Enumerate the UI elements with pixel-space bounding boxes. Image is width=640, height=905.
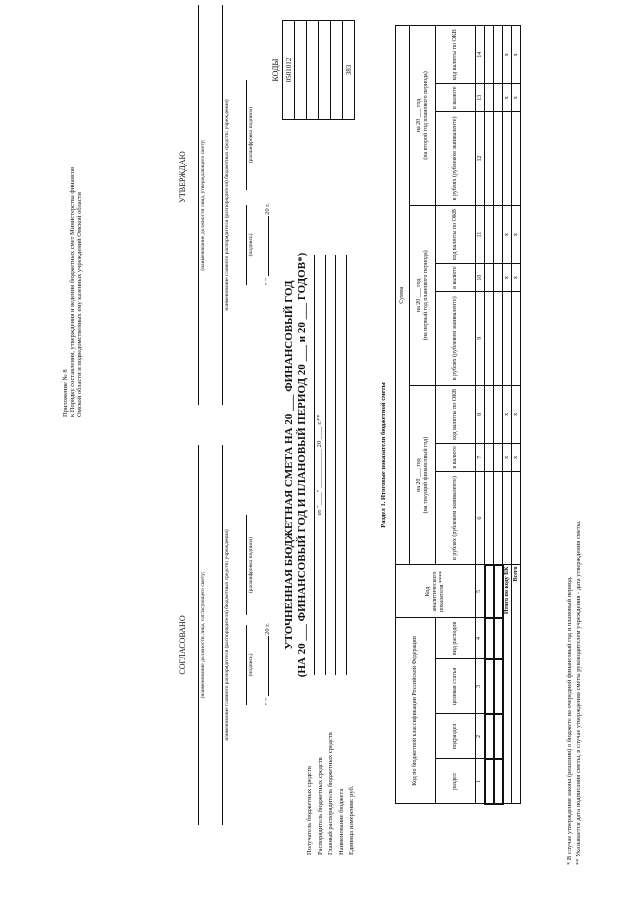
appendix-note — [62, 97, 83, 417]
sub-col: код валюты по ОКВ — [436, 385, 476, 443]
recipient-line — [346, 255, 347, 675]
recipient-line — [335, 255, 336, 675]
table-row — [485, 26, 494, 805]
grand-total-row: Всего x x x x x x — [512, 26, 521, 805]
codes-cell — [295, 21, 307, 120]
title-date: от "____" ____________ 20 ____ г.** — [316, 414, 323, 516]
recipient-label: Единица измерения: руб. — [348, 785, 355, 855]
agree-decode-hint: (расшифровка подписи) — [248, 536, 254, 594]
recipient-block — [305, 555, 358, 855]
sub-col: код валюты по ОКВ — [436, 205, 476, 263]
recipient-label: Главный распорядитель бюджетных средств — [327, 732, 334, 855]
codes-cell — [319, 21, 331, 120]
footnote: ** Указывается дата подписания сметы, в случае утверждения сметы руководителем учреждения - дата утверждения сметы. — [575, 520, 582, 865]
agree-line — [198, 445, 199, 825]
budget-table — [395, 25, 521, 805]
appendix-number: Приложение № 8 — [62, 369, 69, 417]
year-group: на 20 ___ год (на первый год планового периода) — [410, 205, 436, 385]
approve-line — [198, 5, 199, 405]
approve-title: УТВЕРЖДАЮ — [178, 151, 187, 203]
codes-cell — [307, 21, 319, 120]
agree-hint: наименование главного распорядителя (распорядителя) бюджетных средств; учреждения) — [224, 529, 230, 741]
agree-title: СОГЛАСОВАНО — [178, 615, 187, 675]
year-group: на 20 ___ год (на второй год планового периода) — [410, 26, 436, 206]
approve-decode-line — [246, 80, 247, 190]
recipient-label: Получатель бюджетных средств — [306, 766, 313, 855]
agree-hint: (наименование должности лица, согласующего смету; — [200, 571, 206, 699]
sub-col: в рублях (рублевом эквиваленте) — [436, 291, 476, 385]
codes-table — [268, 20, 355, 120]
sub-col: в валюте — [436, 444, 476, 472]
recipient-label: Наименование бюджета — [337, 788, 345, 855]
title-line: (НА 20 ___ ФИНАНСОВЫЙ ГОД И ПЛАНОВЫЙ ПЕРИОД 20 ___ и 20 ___ ГОДОВ*) — [296, 252, 308, 678]
agree-sign-line — [246, 625, 247, 705]
sub-col: в валюте — [436, 264, 476, 292]
kbk-col: целевая статья — [436, 659, 476, 714]
agree-sign-hint: (подпись) — [248, 653, 254, 677]
sum-header: Сумма — [396, 26, 410, 566]
title-line: УТОЧНЕННАЯ БЮДЖЕТНАЯ СМЕТА НА 20 ___ ФИНАНСОВЫЙ ГОД — [283, 280, 295, 650]
sub-col: код валюты по ОКВ — [436, 26, 476, 84]
section-title: Раздел 1. Итоговые показатели бюджетной сметы — [380, 382, 387, 528]
analytic-header: Код аналитического показателя **** — [396, 565, 476, 618]
agree-line — [222, 445, 223, 825]
sub-col: в рублях (рублевом эквиваленте) — [436, 471, 476, 565]
recipient-line — [325, 255, 326, 675]
codes-cell: 383 — [343, 21, 355, 120]
appendix-line: к Порядку составления, утверждения и ведения бюджетных смет Министерства финансов — [69, 166, 76, 417]
agree-date: " " 20 г. — [264, 623, 271, 705]
kbk-col: вид расходов — [436, 618, 476, 659]
approve-sign-line — [246, 205, 247, 285]
sub-col: в валюте — [436, 84, 476, 112]
footnotes — [565, 65, 583, 865]
footnote: * В случае утверждения закона (решения) о бюджете на очередной финансовый год и плановый период. — [566, 576, 573, 865]
recipient-line — [314, 255, 315, 675]
approve-decode-hint: (расшифровка подписи) — [248, 106, 254, 164]
approve-hint: наименование главного распорядителя (распорядителя) бюджетных средств; учреждения) — [224, 99, 230, 311]
approve-line — [222, 5, 223, 405]
appendix-line: Омской области и подведомственных ему казенных учреждений Омской области — [76, 192, 83, 417]
kbk-col: раздел — [436, 759, 476, 804]
approve-hint: (наименование должности лица, утверждающего смету; — [200, 139, 206, 271]
sub-col: в рублях (рублевом эквиваленте) — [436, 112, 476, 206]
recipient-label: Распорядитель бюджетных средств — [316, 757, 324, 855]
approve-date: " " 20 г. — [264, 203, 271, 285]
col-number-row: 1 2 3 4 5 6 7 8 9 10 11 12 13 14 — [476, 26, 485, 805]
kbk-header: Код по бюджетной классификации Российской Федерации — [396, 618, 436, 804]
codes-header: КОДЫ — [270, 58, 280, 82]
codes-cell: 0501012 — [283, 21, 295, 120]
approve-sign-hint: (подпись) — [248, 233, 254, 257]
year-group: на 20 ___ год (на текущий финансовый год) — [410, 385, 436, 565]
table-row — [494, 26, 503, 805]
kbk-col: подраздел — [436, 714, 476, 759]
agree-decode-line — [246, 515, 247, 615]
total-kbk-row: Итого по коду БК x x x x x x — [503, 26, 512, 805]
codes-cell — [331, 21, 343, 120]
